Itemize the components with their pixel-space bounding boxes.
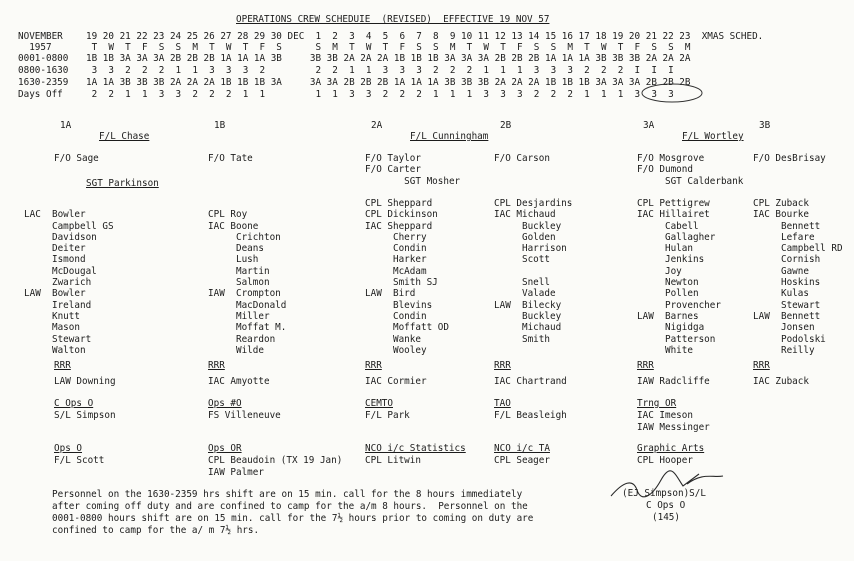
crew-member: Blevins: [365, 299, 433, 311]
crew-member: Reilly: [753, 344, 815, 356]
crew-member: Ireland: [24, 299, 92, 311]
footer-line: 0001-0800 hours shift are on 15 min. call for the 7½ hours prior to coming on duty are: [52, 513, 534, 524]
footer-line: Personnel on the 1630-2359 hrs shift are on 15 min. call for the 8 hours immediately: [52, 489, 523, 500]
crew-member: IAC Bourke: [753, 209, 809, 221]
crew-member: Buckley: [494, 310, 562, 322]
rrr-member: IAC Cormier: [365, 376, 427, 387]
crew-member: Golden: [494, 231, 556, 243]
crew-member: CPL Sheppard: [365, 197, 433, 209]
crew-member: McDougal: [24, 265, 97, 277]
row-cells: 3 3 2 2 2 1 1 3 3 3 2 2 2 1 1 3 3 3 2 2 2 1 1 1 3 3 3 2 2 2 I I I: [86, 65, 674, 76]
rrr-heading: RRR: [54, 360, 71, 371]
crew-member: Campbell RD: [753, 243, 843, 255]
crew-member: IAW Crompton: [208, 288, 281, 300]
row-label: 0800-1630: [18, 65, 69, 76]
crew-member: Wanke: [365, 333, 421, 345]
crew-member: Stewart: [753, 299, 821, 311]
crew-member: Wooley: [365, 344, 427, 356]
crew-member: LAC Bowler: [24, 209, 86, 221]
crew-member: Knutt: [24, 310, 80, 322]
crew-member: Jenkins: [637, 254, 705, 266]
crew-member: IAC Michaud: [494, 209, 556, 221]
duty-title: Ops OR: [208, 443, 242, 454]
rrr-heading: RRR: [637, 360, 654, 371]
duty-person: CPL Hooper: [637, 455, 693, 466]
duty-person: IAW Palmer: [208, 467, 264, 478]
footer-line: confined to camp for the a/ m 7½ hrs.: [52, 525, 260, 536]
rrr-member: LAW Downing: [54, 376, 116, 387]
row-label: NOVEMBER: [18, 31, 63, 42]
rrr-heading: RRR: [494, 360, 511, 371]
signature-name: (EJ Simpson)S/L: [622, 488, 706, 499]
crew-member: Miller: [208, 310, 270, 322]
crew-member: Gawne: [753, 265, 809, 277]
crew-member: Jonsen: [753, 322, 815, 334]
crew-member: Mason: [24, 322, 80, 334]
crew-member: Stewart: [24, 333, 92, 345]
crew-member: F/O Mosgrove: [637, 153, 705, 164]
signature-code: (145): [652, 512, 680, 523]
crew-member: F/O Dumond: [637, 164, 693, 176]
crew-member: Valade: [494, 288, 556, 300]
crew-member: LAW Bilecky: [494, 299, 562, 311]
duty-person: F/L Beasleigh: [494, 410, 567, 421]
rrr-member: IAC Chartrand: [494, 376, 567, 387]
row-label: Days Off: [18, 89, 63, 100]
crew-commander: F/L Chase: [99, 131, 150, 142]
row-label: 1630-2359: [18, 77, 69, 88]
rrr-member: IAW Radcliffe: [637, 376, 710, 387]
crew-member: Ismond: [24, 254, 86, 266]
crew-member: Harker: [365, 254, 427, 266]
duty-title: Ops #O: [208, 398, 242, 409]
crew-member: Joy: [637, 265, 682, 277]
duty-title: CEMTO: [365, 398, 393, 409]
crew-commander: F/L Cunningham: [410, 131, 489, 142]
duty-person: IAC Imeson: [637, 410, 693, 421]
rrr-member: IAC Amyotte: [208, 376, 270, 387]
rrr-heading: RRR: [365, 360, 382, 371]
crew-member: F/O Tate: [208, 153, 253, 164]
crew-member: CPL Roy: [208, 209, 248, 221]
crew-member: Patterson: [637, 333, 716, 345]
crew-member: IAC Sheppard: [365, 220, 433, 232]
crew-member: Zwarich: [24, 277, 92, 288]
crew-member: Snell: [494, 277, 550, 288]
crew-member: Harrison: [494, 243, 567, 255]
duty-title: C Ops O: [54, 398, 94, 409]
crew-member: Davidson: [24, 231, 97, 243]
days-off-circle: [640, 82, 704, 104]
crew-commander: F/L Wortley: [682, 131, 744, 142]
crew-member: SGT Calderbank: [637, 175, 744, 187]
duty-person: CPL Litwin: [365, 455, 421, 466]
duty-person: CPL Beaudoin (TX 19 Jan): [208, 455, 343, 466]
row-cells: 1B 1B 3A 3A 3A 2B 2B 2B 1A 1A 1A 3B 3B 3B 2A 2A 2A 1B 1B 1B 3A 3A 3A 2B 2B 2B 1A 1A 1A 3B 3B 3B 2A 2A 2A: [86, 53, 691, 64]
crew-member: F/O DesBrisay: [753, 153, 826, 164]
crew-member: Condin: [365, 243, 427, 255]
crew-member: Cherry: [365, 231, 427, 243]
crew-member: Michaud: [494, 322, 562, 334]
row-label: 1957: [18, 42, 52, 53]
page-title: OPERATIONS CREW SCHEDUIE (REVISED) EFFECTIVE 19 NOV 57: [236, 14, 550, 25]
duty-title: Trng OR: [637, 398, 677, 409]
duty-title: Ops O: [54, 443, 82, 454]
rrr-heading: RRR: [753, 360, 770, 371]
crew-sergeant: SGT Parkinson: [86, 178, 159, 189]
crew-member: CPL Dickinson: [365, 209, 438, 221]
crew-member: Newton: [637, 277, 699, 288]
crew-member: LAW Bird: [365, 288, 416, 300]
crew-member: Campbell GS: [24, 220, 114, 232]
row-cells: 1A 1A 3B 3B 3B 2A 2A 2A 1B 1B 1B 3A 3A 3A 2B 2B 2B 1A 1A 1A 3B 3B 3B 2A 2A 2A 1B 1B 1B 3A 3A 3A 2B 2B 2B: [86, 77, 691, 88]
crew-member: LAW Bowler: [24, 288, 86, 300]
crew-member: Hoskins: [753, 277, 821, 288]
crew-member: Moffat M.: [208, 322, 287, 334]
crew-member: MacDonald: [208, 299, 287, 311]
crew-member: Scott: [494, 254, 550, 266]
crew-member: Provencher: [637, 299, 721, 311]
duty-person: IAW Messinger: [637, 422, 710, 433]
crew-member: Deiter: [24, 243, 86, 255]
signature-role: C Ops O: [646, 500, 686, 511]
crew-member: Salmon: [208, 277, 270, 288]
duty-person: CPL Seager: [494, 455, 550, 466]
duty-title: Graphic Arts: [637, 443, 705, 454]
crew-member: F/O Taylor: [365, 153, 421, 164]
crew-member: SGT Mosher: [365, 175, 461, 187]
crew-member: Crichton: [208, 231, 281, 243]
crew-member: Lefare: [753, 231, 815, 243]
duty-person: FS Villeneuve: [208, 410, 281, 421]
crew-member: Buckley: [494, 220, 562, 232]
crew-member: McAdam: [365, 265, 427, 277]
duty-person: F/L Park: [365, 410, 410, 421]
crew-member: Smith: [494, 333, 550, 345]
crew-member: F/O Carter: [365, 164, 421, 176]
crew-member: Deans: [208, 243, 264, 255]
crew-id: 2B: [500, 120, 512, 131]
crew-id: 1B: [214, 120, 226, 131]
crew-member: Pollen: [637, 288, 699, 300]
row-cells: T W T F S S M T W T F S S M T W T F S S M T W T F S S M T W T F S S M: [86, 42, 691, 53]
duty-person: S/L Simpson: [54, 410, 116, 421]
crew-member: Lush: [208, 254, 259, 266]
crew-member: Smith SJ: [365, 277, 438, 288]
crew-id: 3B: [759, 120, 771, 131]
crew-member: IAC Hillairet: [637, 209, 710, 221]
crew-member: Podolski: [753, 333, 826, 345]
crew-member: Moffatt OD: [365, 322, 449, 334]
crew-member: Condin: [365, 310, 427, 322]
crew-member: Walton: [24, 344, 86, 356]
crew-member: LAW Bennett: [753, 310, 821, 322]
crew-member: Kulas: [753, 288, 809, 300]
crew-id: 1A: [60, 120, 72, 131]
crew-member: Reardon: [208, 333, 276, 345]
row-cells: 19 20 21 22 23 24 25 26 27 28 29 30 DEC 1 2 3 4 5 6 7 8 9 10 11 12 13 14 15 16 17 18 19 20 21 22 23 XMAS SCHED.: [86, 31, 764, 42]
crew-member: F/O Carson: [494, 153, 550, 164]
crew-member: Cornish: [753, 254, 821, 266]
crew-member: CPL Pettigrew: [637, 197, 710, 209]
row-cells: 2 2 1 1 3 3 2 2 2 1 1 1 1 3 3 2 2 2 1 1 1 3 3 3 2 2 2 1 1 1 3 3 3: [86, 89, 674, 100]
crew-member: F/O Sage: [54, 153, 99, 164]
crew-member: Bennett: [753, 220, 821, 232]
crew-member: Gallagher: [637, 231, 716, 243]
crew-member: Hulan: [637, 243, 693, 255]
crew-member: CPL Desjardins: [494, 197, 573, 209]
duty-title: NCO i/c TA: [494, 443, 550, 454]
crew-member: CPL Zuback: [753, 197, 809, 209]
crew-member: Wilde: [208, 344, 264, 356]
duty-title: TAO: [494, 398, 511, 409]
crew-member: Martin: [208, 265, 270, 277]
crew-member: LAW Barnes: [637, 310, 699, 322]
crew-id: 3A: [643, 120, 655, 131]
duty-title: NCO i/c Statistics: [365, 443, 466, 454]
crew-member: White: [637, 344, 693, 356]
crew-member: IAC Boone: [208, 220, 259, 232]
duty-person: F/L Scott: [54, 455, 105, 466]
crew-id: 2A: [371, 120, 383, 131]
rrr-member: IAC Zuback: [753, 376, 809, 387]
crew-member: Cabell: [637, 220, 699, 232]
row-label: 0001-0800: [18, 53, 69, 64]
rrr-heading: RRR: [208, 360, 225, 371]
crew-member: Nigidga: [637, 322, 705, 334]
footer-line: after coming off duty and are confined to camp for the a/m 8 hours. Personnel on the: [52, 501, 528, 512]
